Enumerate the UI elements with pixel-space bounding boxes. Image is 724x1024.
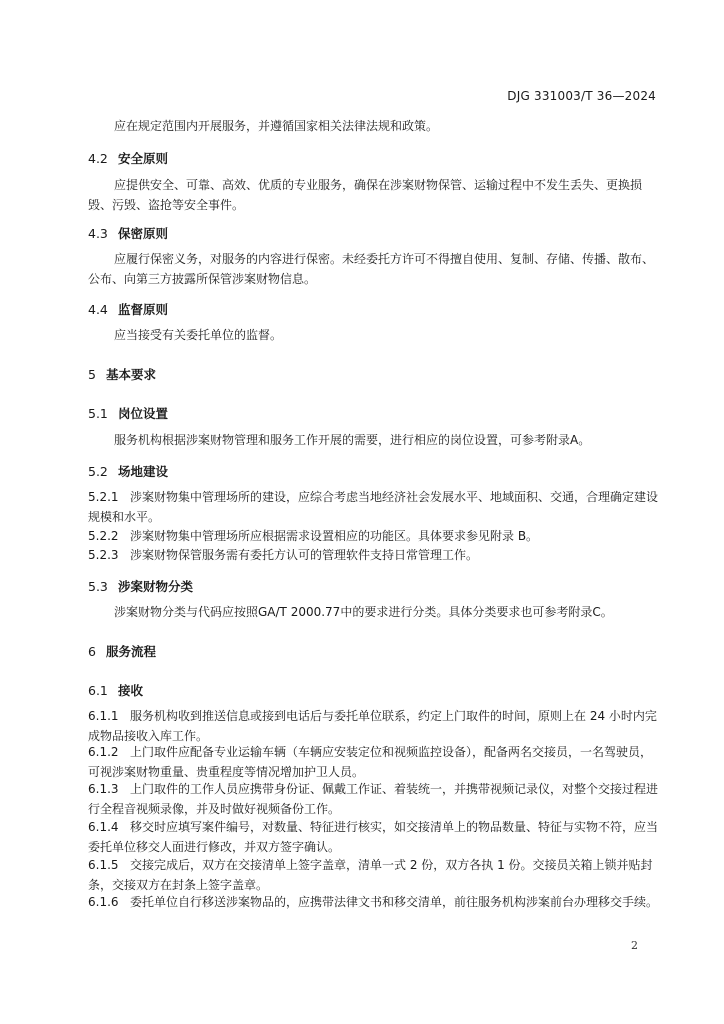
paragraph-4-2: 应提供安全、可靠、高效、优质的专业服务，确保在涉案财物保管、运输过程中不发生丢失、更换损毁、污毁、盗抢等安全事件。: [88, 178, 643, 212]
clause-6-1-3: 6.1.3 上门取件的工作人员应携带身份证、佩戴工作证、着装统一，并携带视频记录仪，对整个交接过程进行全程音视频录像，并及时做好视频备份工作。: [88, 782, 659, 816]
paragraph-5-1: 服务机构根据涉案财物管理和服务工作开展的需要，进行相应的岗位设置，可参考附录A。: [114, 433, 591, 447]
paragraph-5-3: 涉案财物分类与代码应按照GA/T 2000.77中的要求进行分类。具体分类要求也可参考附录C。: [114, 605, 613, 619]
heading-4-2: 4.2 安全原则: [88, 151, 169, 166]
clause-6-1-4: 6.1.4 移交时应填写案件编号，对数量、特征进行核实，如交接清单上的物品数量、特征与实物不符，应当委托单位移交人面进行修改，并双方签字确认。: [88, 820, 659, 854]
clause-5-2-3: 5.2.3 涉案财物保管服务需有委托方认可的管理软件支持日常管理工作。: [88, 548, 479, 562]
heading-4-4: 4.4 监督原则: [88, 302, 169, 317]
clause-6-1-5: 6.1.5 交接完成后，双方在交接清单上签字盖章，清单一式 2 份，双方各执 1 份。交接员关箱上锁并贴封条，交接双方在封条上签字盖章。: [88, 858, 653, 892]
paragraph-4-4: 应当接受有关委托单位的监督。: [114, 328, 283, 342]
heading-5: 5 基本要求: [88, 367, 157, 382]
page-number: 2: [631, 939, 638, 952]
paragraph-scope: 应在规定范围内开展服务，并遵循国家相关法律法规和政策。: [114, 119, 439, 133]
clause-5-2-1: 5.2.1 涉案财物集中管理场所的建设，应综合考虑当地经济社会发展水平、地域面积、交通，合理确定建设规模和水平。: [88, 490, 659, 524]
heading-5-1: 5.1 岗位设置: [88, 406, 169, 421]
heading-6-1: 6.1 接收: [88, 683, 144, 698]
heading-6: 6 服务流程: [88, 644, 157, 659]
clause-5-2-2: 5.2.2 涉案财物集中管理场所应根据需求设置相应的功能区。具体要求参见附录 B。: [88, 529, 539, 543]
heading-5-3: 5.3 涉案财物分类: [88, 579, 194, 594]
clause-6-1-2: 6.1.2 上门取件应配备专业运输车辆（车辆应安装定位和视频监控设备），配备两名交接员，一名驾驶员，可视涉案财物重量、贵重程度等情况增加护卫人员。: [88, 745, 653, 779]
clause-6-1-1: 6.1.1 服务机构收到推送信息或接到电话后与委托单位联系，约定上门取件的时间，原则上在 24 小时内完成物品接收入库工作。: [88, 709, 657, 743]
clause-6-1-6: 6.1.6 委托单位自行移送涉案物品的，应携带法律文书和移交清单，前往服务机构涉案前台办理移交手续。: [88, 895, 659, 909]
heading-5-2: 5.2 场地建设: [88, 464, 169, 479]
document-code: DJG 331003/T 36—2024: [507, 89, 656, 103]
paragraph-4-3: 应履行保密义务，对服务的内容进行保密。未经委托方许可不得擅自使用、复制、存储、传播、散布、公布、向第三方披露所保管涉案财物信息。: [88, 252, 655, 286]
heading-4-3: 4.3 保密原则: [88, 226, 169, 241]
